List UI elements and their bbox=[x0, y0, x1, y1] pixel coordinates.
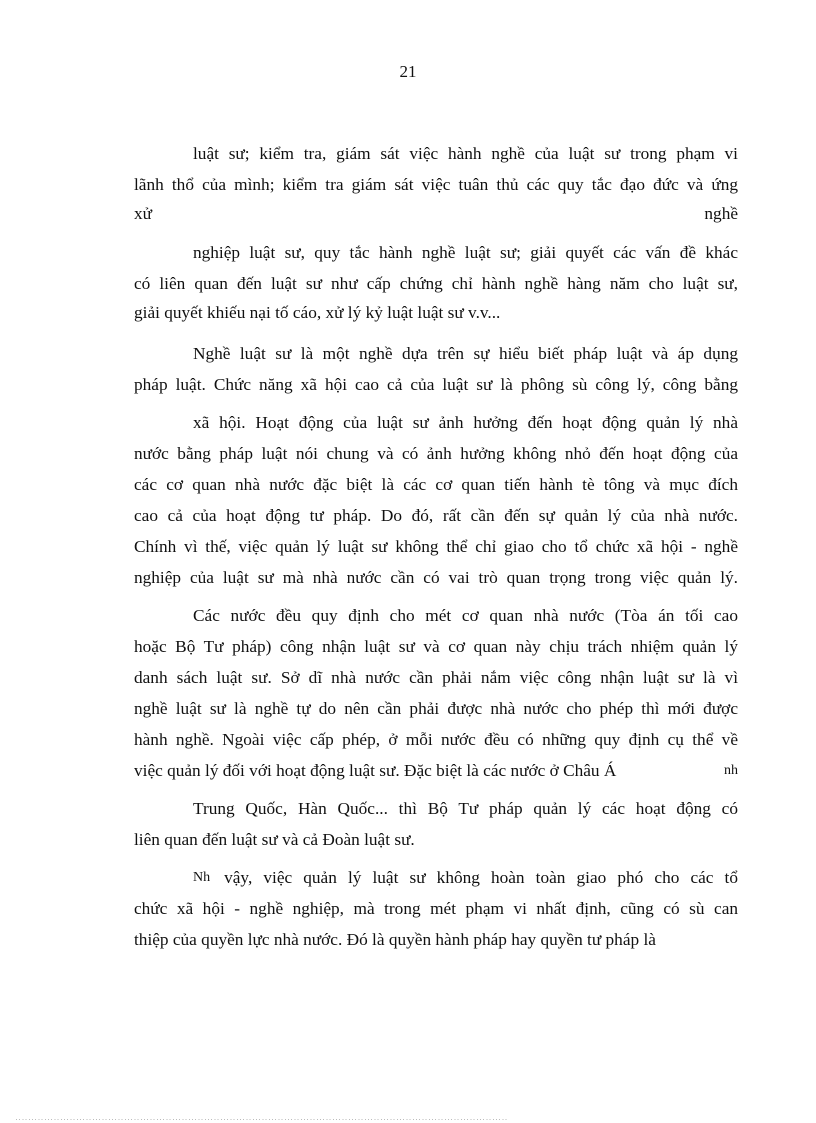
text-fragment-left: xử bbox=[134, 204, 153, 223]
text-line: các cơ quan nhà nước đặc biệt là các cơ quan tiến hành tè tông và mục đích bbox=[134, 475, 738, 494]
text-line-split bbox=[134, 203, 738, 225]
text-line: danh sách luật sư. Sở dĩ nhà nước cần phải nắm việc công nhận luật sư là vì bbox=[134, 668, 738, 687]
text-line: cao cả của hoạt động tư pháp. Do đó, rất cần đến sự quản lý của nhà nước. bbox=[134, 506, 738, 525]
text-line-split bbox=[134, 760, 738, 782]
text-line: có liên quan đến luật sư như cấp chứng chỉ hành nghề hàng năm cho luật sư, bbox=[134, 274, 738, 293]
text-line: hành nghề. Ngoài việc cấp phép, ở mỗi nước đều có những quy định cụ thể về bbox=[134, 730, 738, 749]
text-line: luật sư; kiểm tra, giám sát việc hành nghề của luật sư trong phạm vi bbox=[193, 144, 738, 163]
text-fragment-subscript: Nh bbox=[193, 870, 211, 885]
text-line: thiệp của quyền lực nhà nước. Đó là quyền hành pháp hay quyền tư pháp là bbox=[134, 930, 656, 949]
text-line: chức xã hội - nghề nghiệp, mà trong mét phạm vi nhất định, cũng có sù can bbox=[134, 899, 738, 918]
text-line: nước bằng pháp luật nói chung và có ảnh hưởng không nhỏ đến hoạt động của bbox=[134, 444, 738, 463]
text-line: lãnh thổ của mình; kiểm tra giám sát việc tuân thủ các quy tắc đạo đức và ứng bbox=[134, 175, 738, 194]
text-line: Chính vì thế, việc quản lý luật sư không thể chỉ giao cho tổ chức xã hội - nghề bbox=[134, 537, 738, 556]
text-line: Trung Quốc, Hàn Quốc... thì Bộ Tư pháp quản lý các hoạt động có bbox=[193, 799, 738, 818]
text-line: nghiệp của luật sư mà nhà nước cần có vai trò quan trọng trong việc quản lý. bbox=[134, 568, 738, 587]
page-number: 21 bbox=[399, 62, 417, 81]
text-line: nghề luật sư là nghề tự do nên cần phải được nhà nước cho phép thì mới được bbox=[134, 699, 738, 718]
text-line: hoặc Bộ Tư pháp) công nhận luật sư và cơ quan này chịu trách nhiệm quản lý bbox=[134, 637, 738, 656]
text-line-split bbox=[193, 867, 738, 889]
page-bottom-border bbox=[16, 1119, 507, 1120]
text-fragment-right: nghề bbox=[704, 204, 738, 223]
text-line: Các nước đều quy định cho mét cơ quan nhà nước (Tòa án tối cao bbox=[193, 606, 738, 625]
text-line: nghiệp luật sư, quy tắc hành nghề luật sư; giải quyết các vấn đề khác bbox=[193, 243, 738, 262]
text-line: xã hội. Hoạt động của luật sư ảnh hưởng đến hoạt động quản lý nhà bbox=[193, 413, 738, 432]
text-line: pháp luật. Chức năng xã hội cao cả của luật sư là phông sù công lý, công bằng bbox=[134, 375, 738, 394]
text-line: Nghề luật sư là một nghề dựa trên sự hiểu biết pháp luật và áp dụng bbox=[193, 344, 738, 363]
text-fragment: vậy, việc quản lý luật sư không hoàn toàn giao phó cho các tổ bbox=[224, 868, 738, 887]
text-fragment: việc quản lý đối với hoạt động luật sư. Đặc biệt là các nước ở Châu Á bbox=[134, 761, 617, 780]
text-line: liên quan đến luật sư và cả Đoàn luật sư. bbox=[134, 830, 415, 849]
text-line: giải quyết khiếu nại tố cáo, xử lý kỷ luật luật sư v.v... bbox=[134, 303, 501, 322]
text-fragment-subscript: nh bbox=[724, 763, 738, 778]
